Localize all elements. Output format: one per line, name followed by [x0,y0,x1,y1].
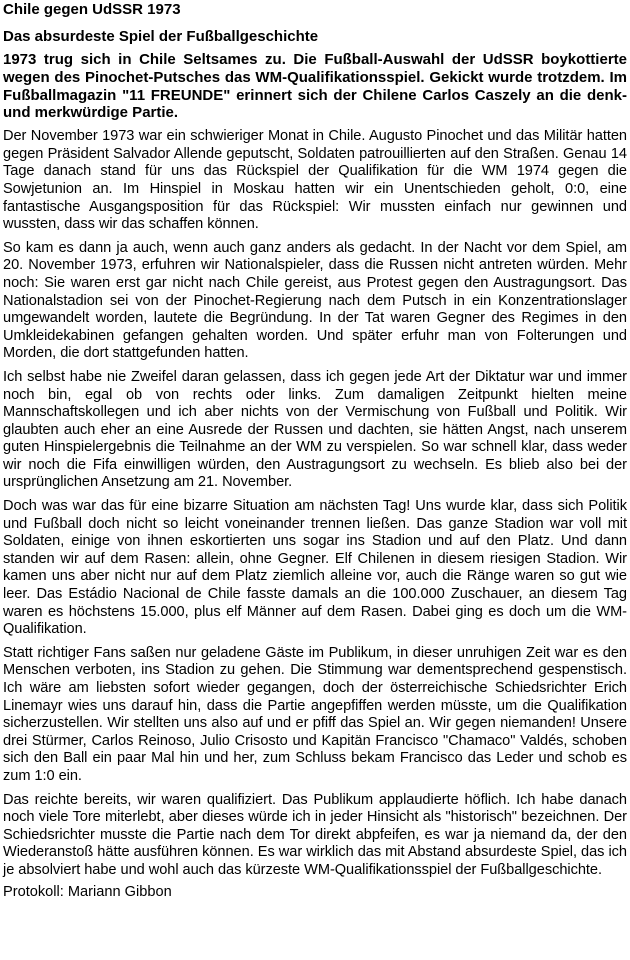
article-title: Chile gegen UdSSR 1973 [3,1,181,18]
article [3,0,627,901]
article-lead: 1973 trug sich in Chile Seltsames zu. Die Fußball-Auswahl der UdSSR boykottierte wegen des Pinochet-Putsches das WM-Qualifikationsspiel. Gekickt wurde trotzdem. Im Fußballmagazin "11 FREUNDE" erinnert sich der Chilene Carlos Caszely an die denk- und merkwürdige Partie. [3,51,627,122]
protocol-credit: Protokoll: Mariann Gibbon [3,883,172,900]
article-subtitle: Das absurdeste Spiel der Fußballgeschichte [3,28,319,45]
article-paragraph: Statt richtiger Fans saßen nur geladene Gäste im Publikum, in dieser unruhigen Zeit war es den Menschen verboten, ins Stadion zu gehen. Die Stimmung war dementsprechend gespenstisch. Ich wäre am liebsten sofort wieder gegangen, doch der österreichische Schiedsrichter Erich Linemayr wies uns darauf hin, dass die Partie angepfiffen werden müsste, um die Qualifikation sicherzustellen. Wir stellten uns also auf und er pfiff das Spiel an. Wir gegen niemanden! Unsere drei Stürmer, Carlos Reinoso, Julio Crisosto und Kapitän Francisco "Chamaco" Valdés, schoben sich den Ball ein paar Mal hin und her, zum Schluss bekam Francisco das Leder und schob es zum 1:0 ein. [3,644,627,784]
article-paragraph: Ich selbst habe nie Zweifel daran gelassen, dass ich gegen jede Art der Diktatur war und immer noch bin, egal ob von rechts oder links. Zum damaligen Zeitpunkt hielten meine Mannschaftskollegen und ich aber nichts von der Vermischung von Fußball und Politik. Wir glaubten auch eher an eine Ausrede der Russen und dachten, sie hätten Angst, nach unserem guten Hinspielergebnis die Teilnahme an der WM zu verspielen. So war schnell klar, dass weder wir noch die Fifa einwilligen würden, den Austragungsort zu wechseln. Es blieb also bei der ursprünglichen Ansetzung am 21. November. [3,368,627,491]
article-paragraph: Der November 1973 war ein schwieriger Monat in Chile. Augusto Pinochet und das Militär hatten gegen Präsident Salvador Allende geputscht, Soldaten patrouillierten auf den Straßen. Genau 14 Tage danach stand für uns das Rückspiel der Qualifikation für die WM 1974 gegen die Sowjetunion an. Im Hinspiel in Moskau hatten wir ein Unentschieden geholt, 0:0, eine fantastische Ausgangsposition für das Rückspiel: Wir mussten einfach nur gewinnen und wussten, dass wir das schaffen können. [3,128,627,233]
article-paragraph: So kam es dann ja auch, wenn auch ganz anders als gedacht. In der Nacht vor dem Spiel, am 20. November 1973, erfuhren wir Nationalspieler, dass die Russen nicht antreten würden. Mehr noch: Sie waren erst gar nicht nach Chile gereist, aus Protest gegen den Austragungsort. Das Nationalstadion sei von der Pinochet-Regierung nach dem Putsch in ein Konzentrationslager umgewandelt worden, lautete die Begründung. In der Tat waren Gegner des Regimes in den Umkleidekabinen gefangen gehalten worden. Und später erfuhr man von Folterungen und Morden, die dort stattgefunden hatten. [3,239,627,362]
article-paragraph: Das reichte bereits, wir waren qualifiziert. Das Publikum applaudierte höflich. Ich habe danach noch viele Tore miterlebt, aber dieses würde ich in jeder Hinsicht als "historisch" bezeichnen. Der Schiedsrichter musste die Partie nach dem Tor direkt abpfeifen, es war ja niemand da, der den Wiederanstoß hätte ausführen können. Es war wirklich das mit Abstand absurdeste Spiel, das ich je absolviert habe und wohl auch das kürzeste WM-Qualifikationsspiel der Fußballgeschichte. [3,791,627,878]
article-paragraph: Doch was war das für eine bizarre Situation am nächsten Tag! Uns wurde klar, dass sich Politik und Fußball doch nicht so leicht voneinander trennen ließen. Das ganze Stadion war voll mit Soldaten, einige von ihnen eskortierten uns sogar ins Stadion und auf den Platz. Und dann standen wir auf dem Rasen: allein, ohne Gegner. Elf Chilenen in diesem riesigen Stadion. Wir kamen uns aber nicht nur auf dem Platz ziemlich alleine vor, auch die Ränge waren so gut wie leer. Das Estádio Nacional de Chile fasste damals an die 100.000 Zuschauer, an diesem Tag waren es höchstens 15.000, plus elf Männer auf dem Rasen. Dabei ging es doch um die WM-Qualifikation. [3,498,627,638]
